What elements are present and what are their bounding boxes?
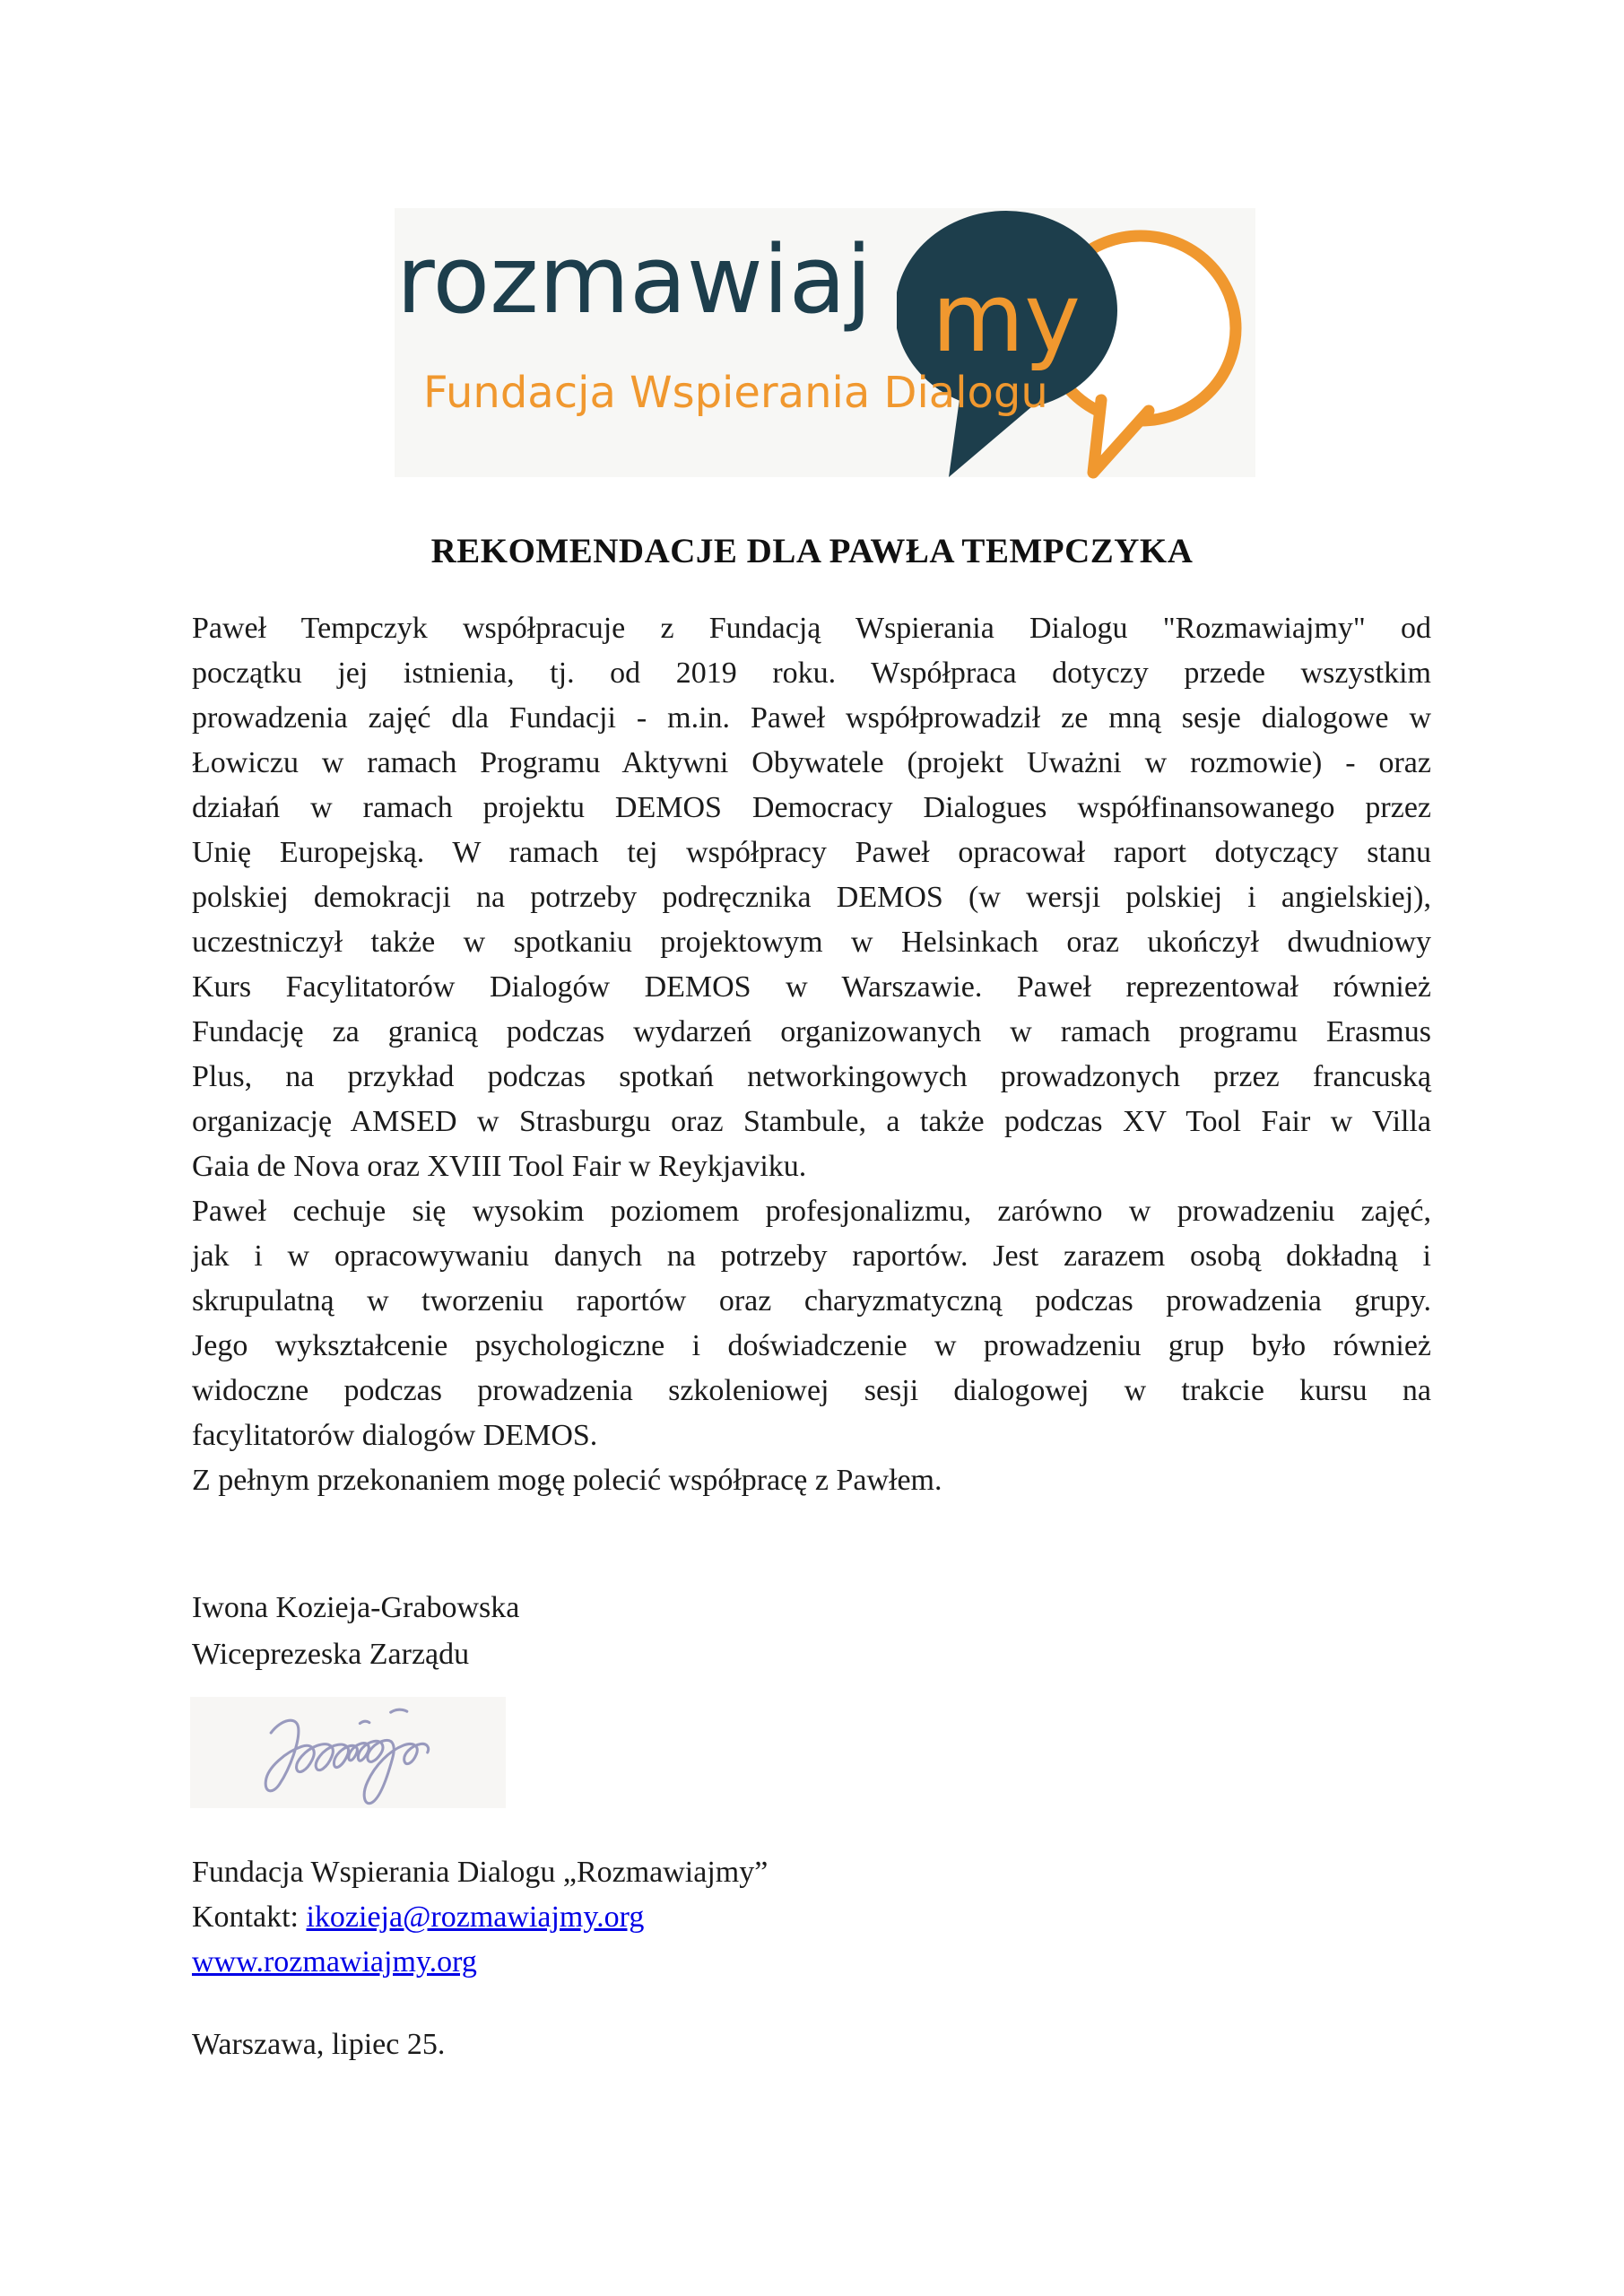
email-link[interactable]: ikozieja@rozmawiajmy.org bbox=[306, 1900, 645, 1934]
body-line: Paweł Tempczyk współpracuje z Fundacją Wspierania Dialogu "Rozmawiajmy" od bbox=[192, 612, 1431, 645]
logo-wordmark: rozmawiaj bbox=[396, 225, 873, 335]
paragraph bbox=[192, 1458, 1431, 1503]
body-line: skrupulatną w tworzeniu raportów oraz charyzmatyczną podczas prowadzenia grupy. bbox=[192, 1284, 1431, 1318]
paragraph bbox=[192, 606, 1431, 1189]
body-line: początku jej istnienia, tj. od 2019 roku. Współpraca dotyczy przede wszystkim bbox=[192, 657, 1431, 690]
body-line: Kurs Facylitatorów Dialogów DEMOS w Warszawie. Paweł reprezentował również bbox=[192, 970, 1431, 1004]
contact-block bbox=[192, 1850, 768, 1985]
website-line bbox=[192, 1940, 768, 1985]
body-line: Paweł cechuje się wysokim poziomem profesjonalizmu, zarówno w prowadzeniu zajęć, bbox=[192, 1195, 1431, 1228]
body-line: Plus, na przykład podczas spotkań networkingowych prowadzonych przez francuską bbox=[192, 1060, 1431, 1093]
place-and-date: Warszawa, lipiec 25. bbox=[192, 2028, 446, 2061]
logo-wordmark-suffix: my bbox=[932, 263, 1081, 373]
body-line: widoczne podczas prowadzenia szkoleniowej sesji dialogowej w trakcie kursu na bbox=[192, 1374, 1431, 1407]
speech-bubbles-icon bbox=[897, 210, 1246, 479]
body-line: Łowiczu w ramach Programu Aktywni Obywatele (projekt Uważni w rozmowie) - oraz bbox=[192, 746, 1431, 779]
paragraph bbox=[192, 1189, 1431, 1458]
body-line: Fundację za granicą podczas wydarzeń organizowanych w ramach programu Erasmus bbox=[192, 1015, 1431, 1048]
contact-org: Fundacja Wspierania Dialogu „Rozmawiajmy” bbox=[192, 1856, 769, 1889]
body-line: prowadzenia zajęć dla Fundacji - m.in. Paweł współprowadził ze mną sesje dialogowe w bbox=[192, 701, 1431, 735]
body-text bbox=[192, 606, 1431, 1503]
body-line: uczestniczył także w spotkaniu projektowym w Helsinkach oraz ukończył dwudniowy bbox=[192, 926, 1431, 959]
website-link[interactable]: www.rozmawiajmy.org bbox=[192, 1945, 477, 1979]
foundation-logo bbox=[395, 208, 1255, 477]
contact-label: Kontakt: bbox=[192, 1900, 307, 1934]
body-line: działań w ramach projektu DEMOS Democracy Dialogues współfinansowanego przez bbox=[192, 791, 1431, 824]
body-line: organizację AMSED w Strasburgu oraz Stambule, a także podczas XV Tool Fair w Villa bbox=[192, 1105, 1431, 1138]
body-line: polskiej demokracji na potrzeby podręcznika DEMOS (w wersji polskiej i angielskiej), bbox=[192, 881, 1431, 914]
body-line: Z pełnym przekonaniem mogę polecić współpracę z Pawłem. bbox=[192, 1464, 942, 1497]
signer-name: Iwona Kozieja-Grabowska bbox=[192, 1591, 520, 1624]
body-line: jak i w opracowywaniu danych na potrzeby raportów. Jest zarazem osobą dokładną i bbox=[192, 1239, 1431, 1273]
body-line: facylitatorów dialogów DEMOS. bbox=[192, 1419, 598, 1452]
logo-tagline: Fundacja Wspierania Dialogu bbox=[423, 368, 1048, 418]
body-line: Gaia de Nova oraz XVIII Tool Fair w Reykjaviku. bbox=[192, 1150, 807, 1183]
document-title: REKOMENDACJE DLA PAWŁA TEMPCZYKA bbox=[430, 532, 1194, 570]
signer-role: Wiceprezeska Zarządu bbox=[192, 1638, 470, 1671]
handwritten-signature bbox=[190, 1697, 506, 1808]
body-line: Unię Europejską. W ramach tej współpracy Paweł opracował raport dotyczący stanu bbox=[192, 836, 1431, 869]
signature-ink-icon bbox=[190, 1697, 506, 1808]
contact-line bbox=[192, 1895, 768, 1940]
body-line: Jego wykształcenie psychologiczne i doświadczenie w prowadzeniu grup było również bbox=[192, 1329, 1431, 1362]
